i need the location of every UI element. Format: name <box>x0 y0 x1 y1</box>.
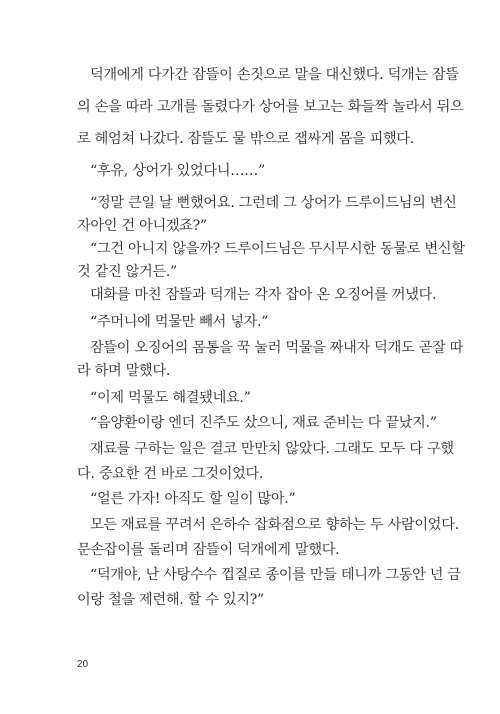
text-line: 잠뜰이 오징어의 몸통을 꾹 눌러 먹물을 짜내자 덕개도 곧잘 따 <box>90 340 464 356</box>
text-line: 재료를 구하는 일은 결코 만만치 않았다. 그래도 모두 다 구했 <box>90 441 454 457</box>
text-line: 이랑 철을 제련해. 할 수 있지?” <box>77 592 264 608</box>
text-line: 다. 중요한 건 바로 그것이었다. <box>77 466 264 482</box>
text-line: “음양환이랑 엔더 진주도 샀으니, 재료 준비는 다 끝났지.” <box>90 415 437 431</box>
text-line: 문손잡이를 돌리며 잠뜰이 덕개에게 말했다. <box>77 542 340 558</box>
text-line: “정말 큰일 날 뻔했어요. 그런데 그 상어가 드루이드님의 변신 <box>90 195 457 211</box>
text-line: “얼른 가자! 아직도 할 일이 많아.” <box>90 491 296 507</box>
text-line: 대화를 마친 잠뜰과 덕개는 각자 잡아 온 오징어를 꺼냈다. <box>90 287 437 303</box>
text-line: “이제 먹물도 해결됐네요.” <box>90 390 251 406</box>
text-line: 라 하며 말했다. <box>77 363 171 379</box>
text-line: 것 같진 않거든.” <box>77 264 178 280</box>
page-number: 20 <box>77 659 89 670</box>
text-line: “그건 아니지 않을까? 드루이드님은 무시무시한 동물로 변신할 <box>90 241 465 257</box>
text-line: 모든 재료를 꾸려서 은하수 잡화점으로 향하는 두 사람이었다. <box>90 517 459 533</box>
text-line: “후유, 상어가 있었다니……” <box>90 163 265 179</box>
text-line: “덕개야, 난 사탕수수 껍질로 종이를 만들 테니까 그동안 넌 금 <box>90 567 461 583</box>
text-line: “주머니에 먹물만 빼서 넣자.” <box>90 314 269 330</box>
text-line: 로 헤엄쳐 나갔다. 잠뜰도 물 밖으로 잽싸게 몸을 피했다. <box>77 131 415 147</box>
text-line: 의 손을 따라 고개를 돌렸다가 상어를 보고는 화들짝 놀라서 뒤으 <box>77 99 464 115</box>
text-line: 덕개에게 다가간 잠뜰이 손짓으로 말을 대신했다. 덕개는 잠뜰 <box>90 67 459 83</box>
text-line: 자아인 건 아니겠죠?” <box>77 218 207 234</box>
